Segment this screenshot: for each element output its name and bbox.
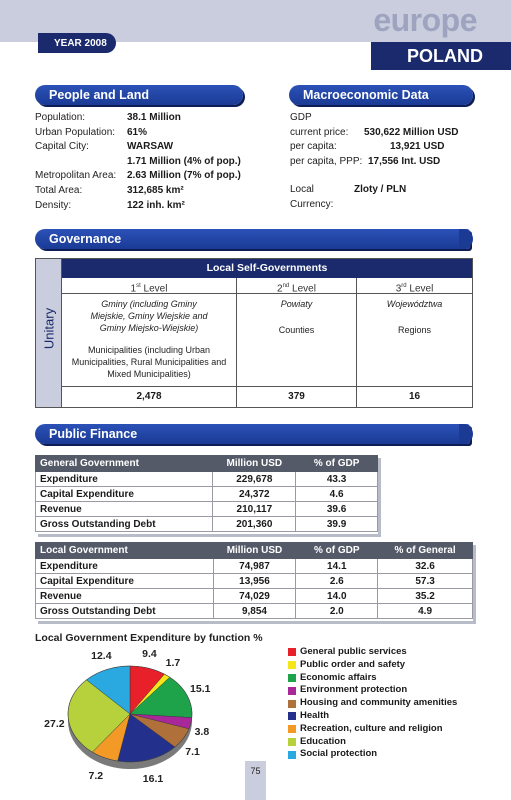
level-translation: Regions [397, 325, 432, 335]
currency-value: Zloty / PLN [354, 184, 407, 196]
table-cell: 14.0 [296, 589, 378, 604]
government-type [36, 259, 62, 407]
legend-item [288, 646, 457, 659]
table-cell: Gross Outstanding Debt [36, 604, 214, 619]
page-number: 75 [245, 761, 266, 800]
legend-swatch [288, 661, 296, 669]
level-suffix: nd [282, 283, 290, 289]
table-header-row [36, 456, 378, 472]
level-local-name: Gminy (including Gminy Miejskie, Gminy Wiejskie and Gminy Miejsko-Wiejskie) [90, 299, 208, 333]
legend-item [288, 723, 457, 736]
pie-value-label: 27.2 [44, 717, 65, 730]
level-suffix: rd [401, 283, 407, 289]
people-value: 122 inh. km² [127, 199, 185, 211]
table-cell: 2.6 [296, 574, 378, 589]
legend-swatch [288, 700, 296, 708]
pie-value-label: 1.7 [165, 657, 181, 670]
legend-swatch [288, 648, 296, 656]
people-row [35, 199, 241, 214]
legend-label: Environment protection [300, 684, 408, 696]
table-cell: Capital Expenditure [36, 574, 214, 589]
macro-value: 530,622 Million USD [364, 126, 459, 138]
section-people-and-land: People and Land [35, 85, 243, 105]
people-row [35, 140, 241, 155]
governance-table-title: Local Self-Governments [62, 259, 472, 278]
people-value: 61% [127, 126, 148, 138]
macro-row [290, 155, 458, 170]
legend-item [288, 736, 457, 749]
people-key: Population: [35, 112, 86, 123]
people-and-land-list [35, 111, 241, 213]
people-key: Density: [35, 199, 72, 211]
level-count: 379 [237, 386, 357, 407]
legend-item [288, 748, 457, 761]
pie-value-label: 3.8 [194, 726, 210, 738]
level-number: 3 [395, 283, 402, 295]
legend-label: Public order and safety [300, 658, 406, 670]
macro-row [290, 126, 458, 141]
chart-title: Local Government Expenditure by function % [35, 632, 263, 644]
people-key: Metropolitan Area: [35, 170, 117, 182]
table-row [36, 472, 378, 487]
table-cell: 201,360 [213, 517, 296, 532]
legend-swatch [288, 751, 296, 759]
pie-value-label: 15.1 [190, 682, 211, 695]
section-public-finance: Public Finance [35, 424, 470, 444]
people-value: 1.71 Million (4% of pop.) [127, 155, 241, 167]
table-row [36, 574, 473, 589]
pie-value-label: 7.2 [88, 770, 104, 783]
legend-swatch [288, 712, 296, 720]
level-count: 2,478 [62, 386, 237, 407]
level-word: Level [289, 283, 316, 295]
legend-item [288, 710, 457, 723]
legend-swatch [288, 674, 296, 682]
legend-item [288, 697, 457, 710]
pie-value-label: 9.4 [142, 647, 157, 660]
level-heading [237, 278, 356, 294]
level-local-name: Województwa [386, 299, 443, 309]
level-column [62, 278, 237, 386]
table-cell: Gross Outstanding Debt [36, 517, 213, 532]
table-cell: Expenditure [36, 472, 213, 487]
level-number: 1 [130, 283, 137, 295]
people-value: 2.63 Million (7% of pop.) [127, 170, 241, 182]
people-value: 38.1 Million [127, 112, 181, 123]
legend-item [288, 684, 457, 697]
table-cell: 74,029 [213, 589, 296, 604]
table-cell: 229,678 [213, 472, 296, 487]
legend-label: Social protection [300, 748, 378, 760]
legend-label: General public services [300, 646, 407, 657]
macro-row [290, 140, 458, 155]
level-number: 2 [277, 283, 283, 295]
legend-label: Economic affairs [300, 671, 377, 683]
legend-label: Health [300, 709, 330, 721]
macro-key: current price: [290, 126, 349, 138]
table-cell: Expenditure [36, 559, 214, 574]
level-word: Level [140, 283, 168, 295]
year-badge: YEAR 2008 [38, 33, 116, 53]
table-row [36, 517, 378, 532]
pie-value-label: 16.1 [142, 773, 164, 786]
column-header: Million USD [213, 456, 296, 472]
level-translation: Municipalities (including Urban Municipalities, Rural Municipalities and Mixed Municipalities) [71, 345, 227, 379]
governance-table [35, 258, 473, 408]
level-word: Level [406, 283, 434, 295]
table-cell: 210,117 [213, 502, 296, 517]
pie-value-label: 12.4 [91, 649, 112, 662]
table-cell: 13,956 [213, 574, 296, 589]
table-row [36, 559, 473, 574]
table-cell: 35.2 [378, 589, 473, 604]
legend-label: Recreation, culture and religion [300, 722, 443, 734]
legend-swatch [288, 687, 296, 695]
column-header: % of GDP [296, 456, 378, 472]
legend-item [288, 659, 457, 672]
level-heading [357, 278, 472, 294]
region-title: europe [373, 2, 477, 38]
people-value: WARSAW [127, 141, 174, 153]
column-header: % of General [378, 543, 473, 559]
table-cell: 24,372 [213, 487, 296, 502]
section-governance: Governance [35, 229, 470, 249]
local-government-table [35, 542, 473, 619]
table-header-row [36, 543, 473, 559]
macro-value: 17,556 Int. USD [368, 155, 441, 167]
general-government-table [35, 455, 378, 532]
legend-item [288, 672, 457, 685]
table-row [36, 589, 473, 604]
people-key: Urban Population: [35, 126, 116, 138]
pie-chart [30, 647, 230, 783]
people-row [35, 169, 241, 184]
level-local-name: Powiaty [280, 299, 313, 309]
level-column [237, 278, 357, 386]
table-cell: 4.6 [296, 487, 378, 502]
macroeconomic-list [290, 111, 458, 213]
chart-legend [288, 646, 457, 761]
people-key [35, 155, 127, 170]
table-cell: 2.0 [296, 604, 378, 619]
table-cell: 39.9 [296, 517, 378, 532]
currency-label: Local Currency: [290, 184, 334, 210]
column-header: % of GDP [296, 543, 378, 559]
pie-value-label: 7.1 [185, 745, 200, 758]
people-row [35, 184, 241, 199]
people-row [35, 155, 241, 170]
government-type-label: Unitary [41, 307, 57, 350]
table-row [36, 502, 378, 517]
local-government-table-wrap [35, 542, 473, 621]
table-row [36, 604, 473, 619]
table-cell: 39.6 [296, 502, 378, 517]
table-cell: Capital Expenditure [36, 487, 213, 502]
legend-label: Housing and community amenities [300, 697, 458, 709]
macro-key: per capita, PPP: [290, 155, 363, 167]
macro-key: per capita: [290, 141, 337, 153]
legend-label: Education [300, 735, 346, 747]
table-cell: 14.1 [296, 559, 378, 574]
gdp-label: GDP [290, 112, 312, 123]
level-column [357, 278, 472, 386]
people-key: Total Area: [35, 184, 83, 196]
legend-swatch [288, 738, 296, 746]
table-cell: 9,854 [213, 604, 296, 619]
table-cell: Revenue [36, 502, 213, 517]
section-macroeconomic-data: Macroeconomic Data [289, 85, 473, 105]
table-cell: 74,987 [213, 559, 296, 574]
table-cell: Revenue [36, 589, 214, 604]
people-row [35, 126, 241, 141]
level-translation: Counties [278, 325, 315, 335]
column-header: Local Government [36, 543, 214, 559]
table-cell: 57.3 [378, 574, 473, 589]
table-row [36, 487, 378, 502]
table-cell: 32.6 [378, 559, 473, 574]
level-suffix: st [136, 283, 141, 289]
legend-swatch [288, 725, 296, 733]
people-key: Capital City: [35, 141, 89, 153]
level-heading [62, 278, 236, 294]
table-cell: 43.3 [296, 472, 378, 487]
level-count: 16 [357, 386, 472, 407]
general-government-table-wrap [35, 455, 378, 534]
people-value: 312,685 km² [127, 184, 184, 196]
macro-value: 13,921 USD [390, 141, 445, 153]
people-row [35, 111, 241, 126]
table-cell: 4.9 [378, 604, 473, 619]
column-header: Million USD [213, 543, 296, 559]
country-title: POLAND [371, 42, 511, 70]
column-header: General Government [36, 456, 213, 472]
